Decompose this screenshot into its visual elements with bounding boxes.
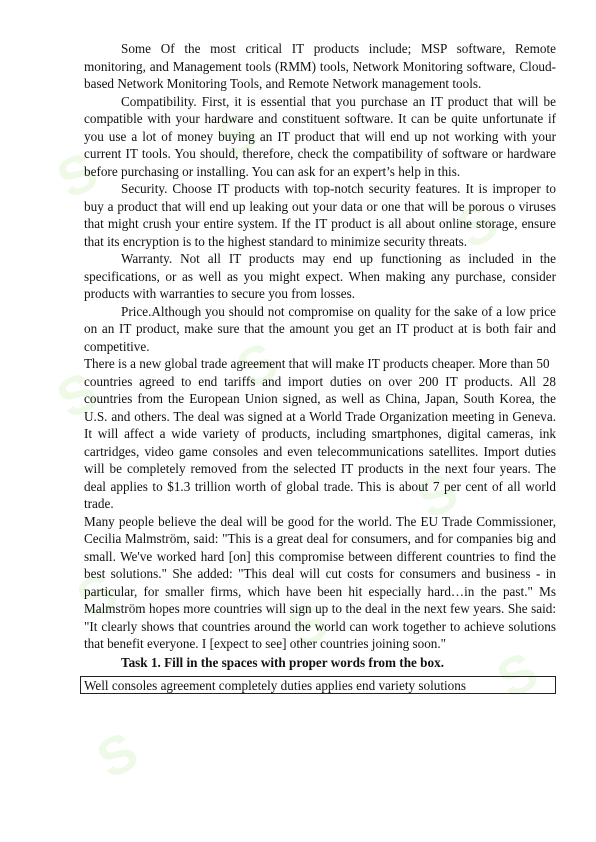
svg-text:S: S [487, 640, 548, 711]
paragraph-price: Price.Although you should not compromise on quality for the sake of a low price on an IT product, make sure that the amount you get an IT product at is both fair and competitive. [84, 303, 556, 354]
document-body [84, 40, 556, 694]
svg-text:S: S [277, 590, 338, 661]
task-title: Task 1. Fill in the spaces with proper words from the box. [121, 654, 445, 670]
svg-text:S: S [207, 100, 268, 171]
paragraph-warranty: Warranty. Not all IT products may end up functioning as included in the specifications, or as well as you might expect. When making any purchase, consider products with warranties to secure you from losses. [84, 251, 556, 301]
paragraph-compatibility: Compatibility. First, it is essential that you purchase an IT product that will be compatible with your hardware and constituent software. It can be quite unfortunate if you use a lot of money buying an IT product that will end up not working with your current IT tools. You should, therefore, check the compatibility of software or hardware before purchasing or installing. You can ask for an expert’s help in this. [84, 93, 556, 179]
paragraph-trade-agreement: countries agreed to end tariffs and import duties on over 200 IT products. All 28 countries from the European Union signed, as well as China, Japan, South Korea, the U.S. and others. The deal was signed at a World Trade Organization meeting in Geneva. It will affect a wide variety of products, including smartphones, digital cameras, ink cartridges, video game consoles and even telecommunications satellites. Import duties will be completely removed from the selected IT products in the next four years. The deal applies to $1.3 trillion worth of global trade. This is about 7 per cent of all world trade. [84, 373, 556, 511]
svg-text:S: S [47, 360, 108, 431]
svg-text:S: S [447, 190, 508, 261]
word-box: Well consoles agreement completely duties applies end variety solutions [80, 676, 556, 694]
svg-text:S: S [407, 460, 468, 531]
paragraph-trade-agreement-intro: There is a new global trade agreement that will make IT products cheaper. More than 50 [84, 356, 550, 371]
paragraph-security: Security. Choose IT products with top-notch security features. It is improper to buy a product that will end up leaking out your data or one that will be porous o viruses that might crush your entire system. If the IT product is all about online storage, ensure that its encryption is to the highest standard to minimize security threats. [84, 181, 556, 249]
paragraph-it-products: Some Of the most critical IT products include; MSP software, Remote monitoring, and Management tools (RMM) tools, Network Monitoring software, Cloud-based Network Monitoring Tools, and Remote Network management tools. [84, 41, 556, 91]
svg-text:S: S [67, 560, 128, 631]
svg-text:S: S [47, 140, 108, 211]
svg-text:S: S [87, 720, 148, 791]
paragraph-opinions: Many people believe the deal will be good for the world. The EU Trade Commissioner, Cecilia Malmström, said: "This is a great deal for consumers, and for companies big and small. We've worked hard [on] this compromise between different countries to find the best solutions." She added: "This deal will cut costs for consumers and business - in particular, for smaller firms, which have been hit especially hard…in the past." Ms Malmström hopes more countries will sign up to the deal in the next few years. She said: "It clearly shows that countries around the world can work together to achieve solutions that benefit everyone. I [expect to see] other countries joining soon." [84, 513, 556, 651]
svg-text:S: S [227, 330, 288, 401]
